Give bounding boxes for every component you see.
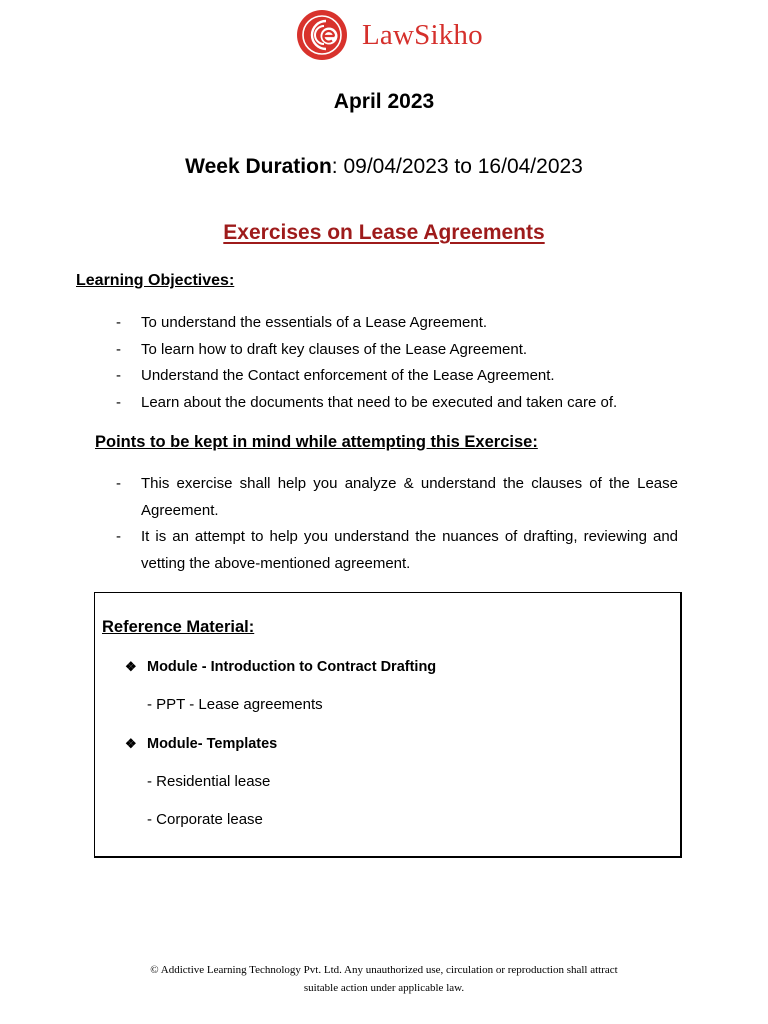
- week-duration-value: : 09/04/2023 to 16/04/2023: [331, 155, 583, 178]
- module-item: [125, 734, 277, 754]
- page-title: [0, 219, 768, 247]
- dash-bullet: -: [116, 314, 121, 331]
- reference-material-box: [94, 592, 682, 858]
- module-sub-item: - Residential lease: [147, 773, 271, 790]
- dash-bullet: -: [116, 528, 121, 545]
- footer-line: © Addictive Learning Technology Pvt. Ltd. Any unauthorized use, circulation or reproduction shall attract: [150, 964, 618, 976]
- week-duration-label: Week Duration: [185, 155, 332, 178]
- brand-name: LawSikho: [362, 19, 483, 51]
- dash-bullet: -: [116, 367, 121, 384]
- diamond-bullet-icon: ❖: [125, 659, 137, 674]
- page-header: [0, 6, 768, 64]
- learning-objectives-list: [116, 310, 678, 416]
- month-heading: April 2023: [333, 90, 435, 113]
- list-item: - To learn how to draft key clauses of the Lease Agreement.: [116, 337, 678, 364]
- list-item: - To understand the essentials of a Lease Agreement.: [116, 310, 678, 337]
- learning-objectives-heading: Learning Objectives:: [76, 272, 235, 289]
- week-duration: [0, 153, 768, 181]
- dash-bullet: -: [116, 475, 121, 492]
- list-item: - It is an attempt to help you understand the nuances of drafting, reviewing and vetting the above-mentioned agreement.: [116, 524, 678, 577]
- footer-line: suitable action under applicable law.: [303, 982, 465, 994]
- page-title-text: Exercises on Lease Agreements: [223, 221, 545, 244]
- list-item: - Learn about the documents that need to be executed and taken care of.: [116, 390, 678, 417]
- points-heading: Points to be kept in mind while attempting this Exercise:: [95, 433, 538, 451]
- module-item: [125, 657, 436, 677]
- lawsikho-logo-icon: [296, 9, 348, 61]
- module-sub-item: - Corporate lease: [147, 811, 263, 828]
- dash-bullet: -: [116, 393, 121, 411]
- list-item: - This exercise shall help you analyze & understand the clauses of the Lease Agreement.: [116, 471, 678, 524]
- list-item: - Understand the Contact enforcement of the Lease Agreement.: [116, 363, 678, 390]
- module-title: Module- Templates: [147, 736, 278, 752]
- copyright-footer: [0, 961, 768, 997]
- module-sub-item: - PPT - Lease agreements: [147, 696, 323, 713]
- diamond-bullet-icon: ❖: [125, 736, 137, 751]
- points-list: [116, 471, 678, 577]
- reference-material-heading: Reference Material:: [102, 618, 255, 636]
- dash-bullet: -: [116, 340, 121, 358]
- module-title: Module - Introduction to Contract Drafting: [147, 659, 437, 675]
